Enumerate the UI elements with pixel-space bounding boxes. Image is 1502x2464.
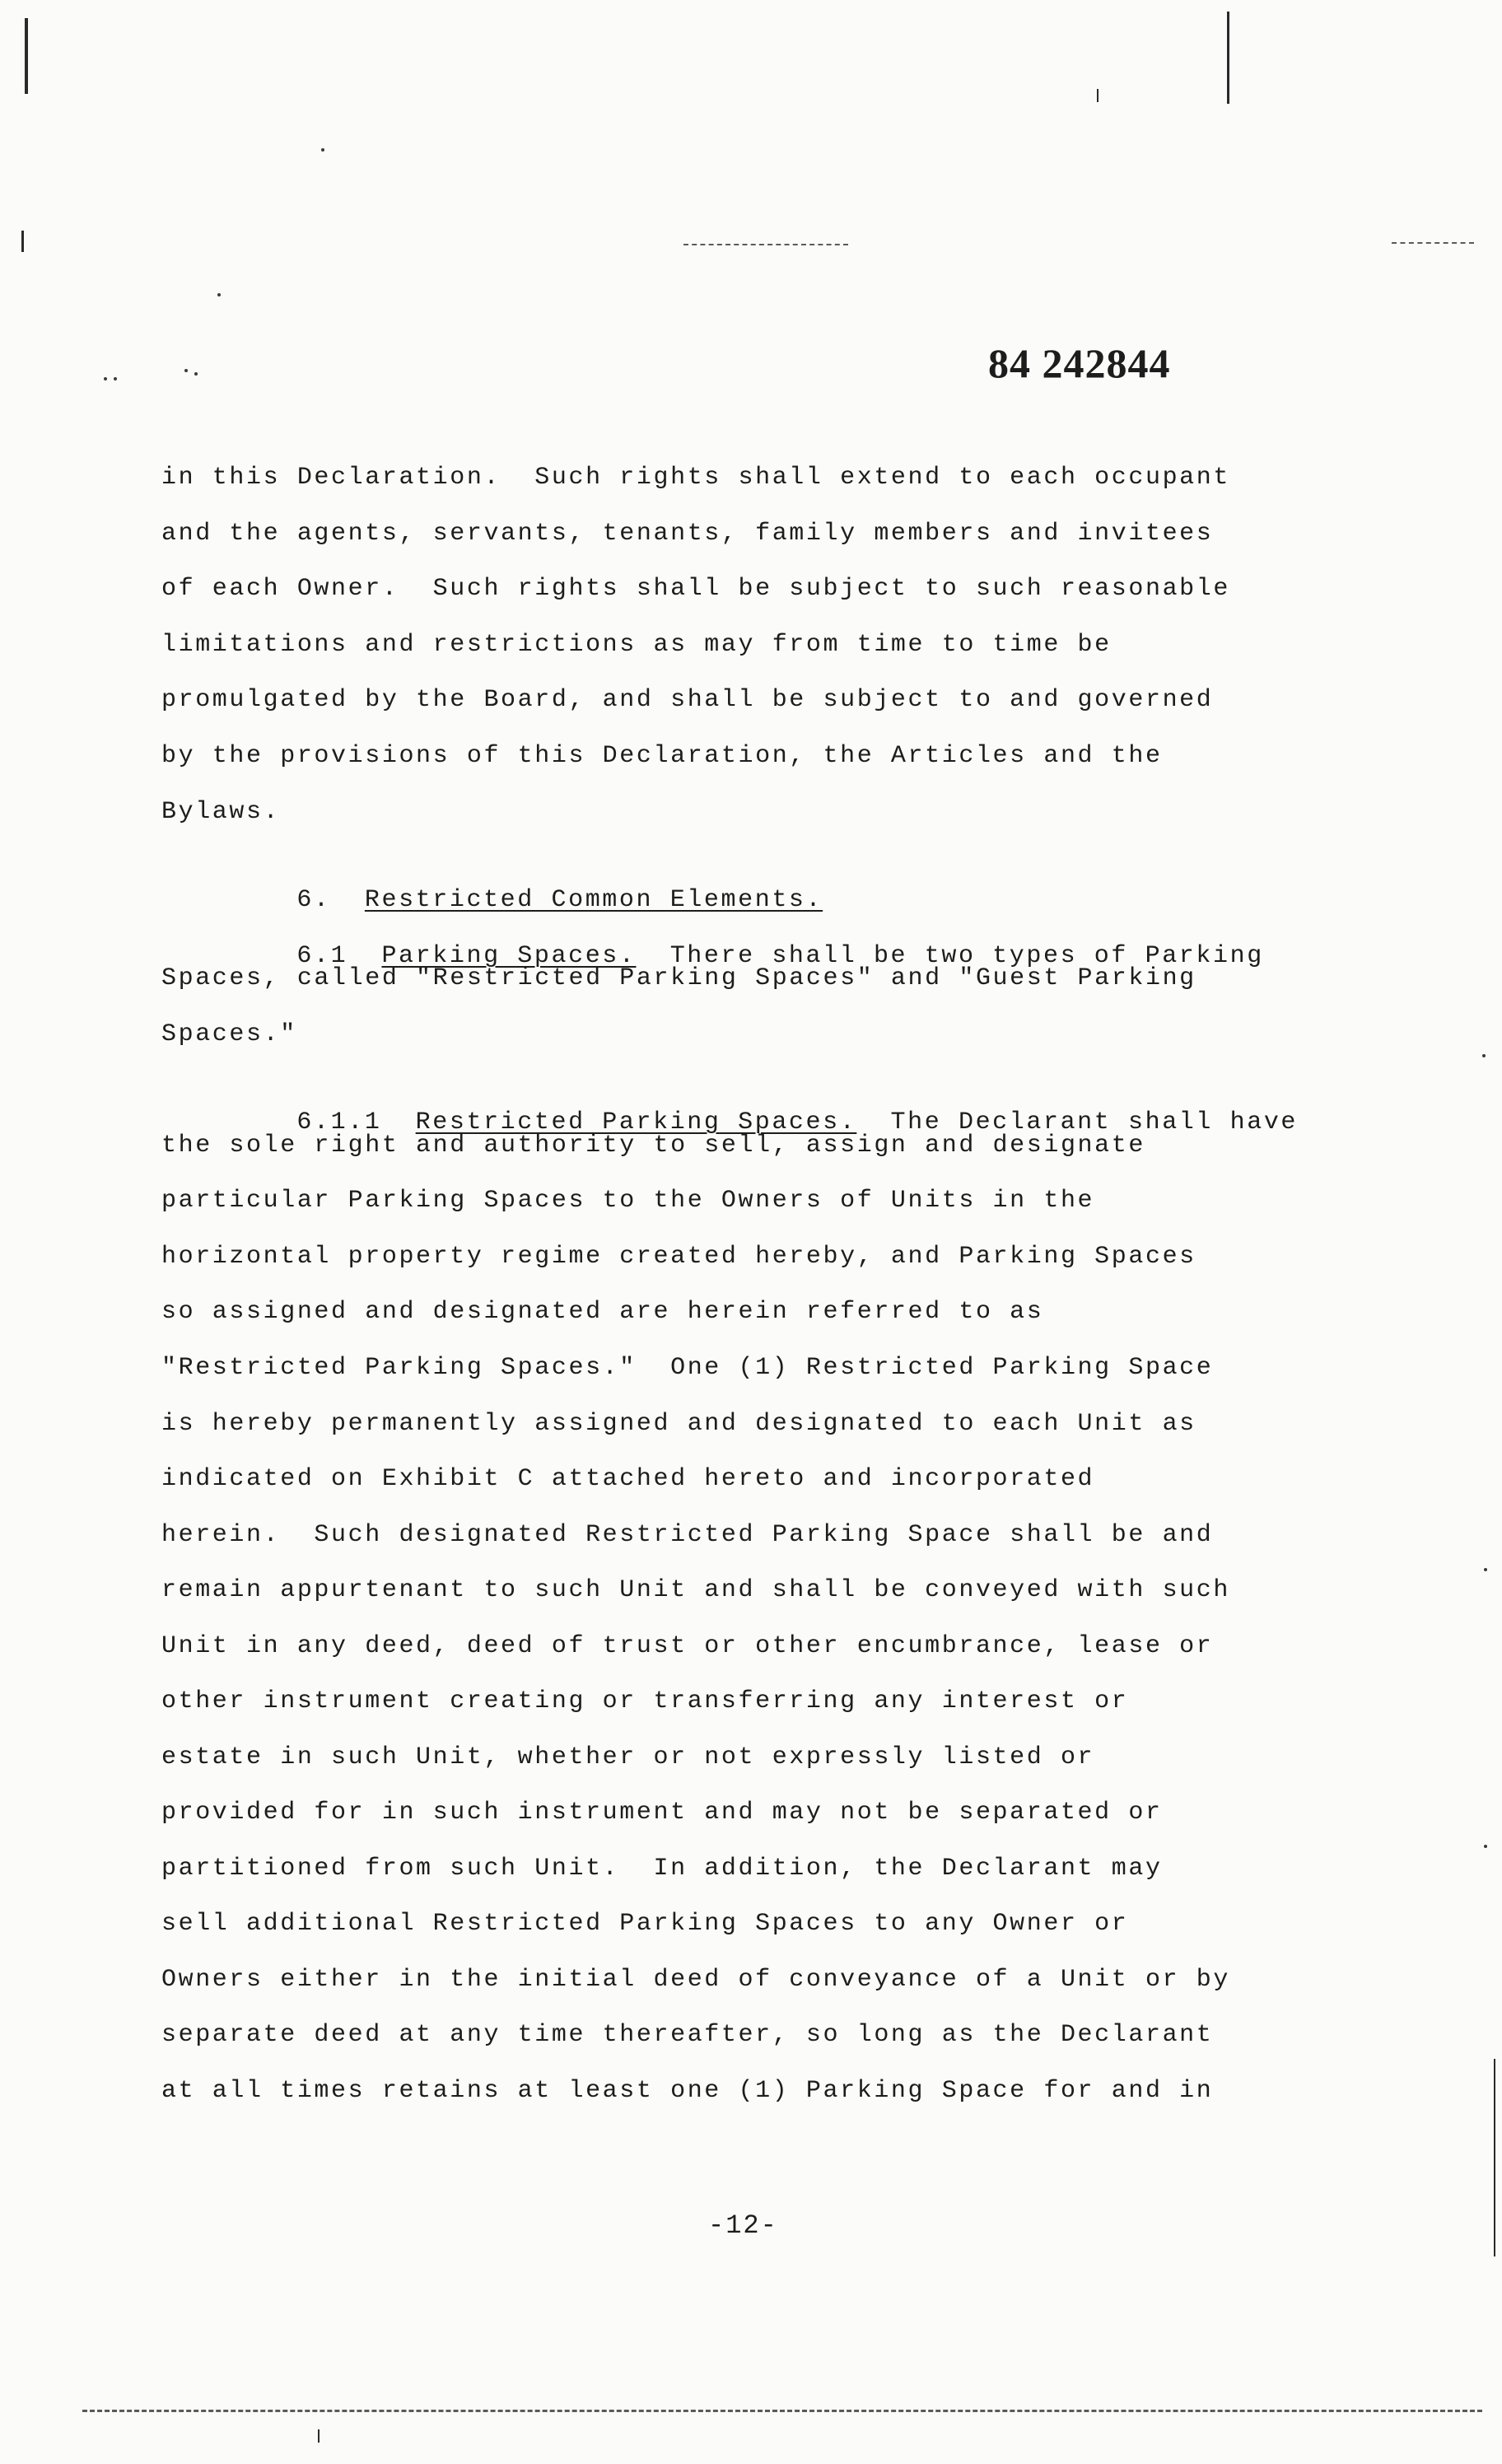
scan-edge-mark-right-lower	[1494, 2059, 1495, 2256]
scan-speck	[1482, 1054, 1486, 1057]
section-6-1-1-line-7: indicated on Exhibit C attached hereto and incorporated	[161, 1465, 1095, 1493]
section-6-1-1-line-3: horizontal property regime created hereby, and Parking Spaces	[161, 1243, 1196, 1271]
scan-dash-bottom	[82, 2410, 1482, 2412]
section-6-1-1-line-6: is hereby permanently assigned and designated to each Unit as	[161, 1410, 1196, 1438]
body-line-7: Bylaws.	[161, 798, 281, 826]
section-6-1-1-line-16: Owners either in the initial deed of conveyance of a Unit or by	[161, 1966, 1230, 1994]
section-6-1-1-line-10: Unit in any deed, deed of trust or other encumbrance, lease or	[161, 1632, 1214, 1660]
scan-edge-mark-small	[21, 231, 24, 252]
body-line-6: by the provisions of this Declaration, the Articles and the	[161, 742, 1163, 770]
scan-speck	[194, 372, 198, 376]
section-6-1-1-line-18: at all times retains at least one (1) Parking Space for and in	[161, 2077, 1214, 2105]
section-6-1-1-line-17: separate deed at any time thereafter, so long as the Declarant	[161, 2021, 1214, 2049]
section-6-1-1-line-15: sell additional Restricted Parking Spaces to any Owner or	[161, 1910, 1129, 1938]
body-line-4: limitations and restrictions as may from time to time be	[161, 631, 1112, 659]
body-line-3: of each Owner. Such rights shall be subject to such reasonable	[161, 575, 1230, 603]
body-line-2: and the agents, servants, tenants, family members and invitees	[161, 520, 1214, 548]
scan-edge-mark-bottom	[318, 2429, 320, 2443]
section-6-1-1-line-11: other instrument creating or transferring any interest or	[161, 1687, 1129, 1715]
section-6-1-1-line-9: remain appurtenant to such Unit and shall be conveyed with such	[161, 1576, 1230, 1604]
section-6-1-1-line-8: herein. Such designated Restricted Parking Space shall be and	[161, 1521, 1214, 1549]
section-6-1-1-line-2: particular Parking Spaces to the Owners of Units in the	[161, 1187, 1095, 1215]
section-6-title: Restricted Common Elements.	[364, 886, 823, 914]
scan-dash-top-2	[1392, 242, 1474, 244]
scan-speck	[1484, 1568, 1487, 1571]
section-6-1-line-2: Spaces."	[161, 1020, 297, 1048]
section-6-1-1-title: Restricted Parking Spaces.	[415, 1108, 857, 1136]
section-6-1-number: 6.1	[296, 942, 348, 970]
scan-edge-mark-tiny	[1097, 89, 1099, 102]
section-6-1-1-line-12: estate in such Unit, whether or not expressly listed or	[161, 1743, 1095, 1771]
section-6-1-1-line-5: "Restricted Parking Spaces." One (1) Restricted Parking Space	[161, 1354, 1214, 1382]
scan-edge-mark-left	[25, 18, 28, 94]
section-6-1-line-1: Spaces, called "Restricted Parking Spaces" and "Guest Parking	[161, 964, 1196, 992]
scan-speck	[104, 377, 107, 380]
document-number: 84 242844	[988, 340, 1171, 386]
section-6-1-1-number: 6.1.1	[296, 1108, 382, 1136]
section-6-1-1-line-1: the sole right and authority to sell, assign and designate	[161, 1132, 1145, 1160]
section-6-1-lead: There shall be two types of Parking	[636, 942, 1264, 970]
body-line-1: in this Declaration. Such rights shall extend to each occupant	[161, 464, 1230, 492]
section-6-1-1-line-13: provided for in such instrument and may not be separated or	[161, 1799, 1163, 1827]
section-6-1-1-lead: The Declarant shall have	[856, 1108, 1299, 1136]
body-line-5: promulgated by the Board, and shall be subject to and governed	[161, 686, 1214, 714]
page-number: -12-	[708, 2210, 778, 2241]
section-6-1-1-line-14: partitioned from such Unit. In addition, the Declarant may	[161, 1855, 1163, 1883]
scan-speck	[184, 369, 188, 372]
section-6-number: 6.	[296, 886, 331, 914]
section-6-1-title: Parking Spaces.	[381, 942, 637, 970]
scan-edge-mark-right	[1227, 12, 1229, 104]
scan-speck	[1484, 1845, 1487, 1848]
section-6-1-1-line-4: so assigned and designated are herein referred to as	[161, 1298, 1044, 1326]
scan-dash-top	[683, 244, 848, 245]
scan-speck	[217, 293, 221, 296]
scan-speck	[114, 377, 117, 380]
scan-speck	[321, 148, 324, 152]
